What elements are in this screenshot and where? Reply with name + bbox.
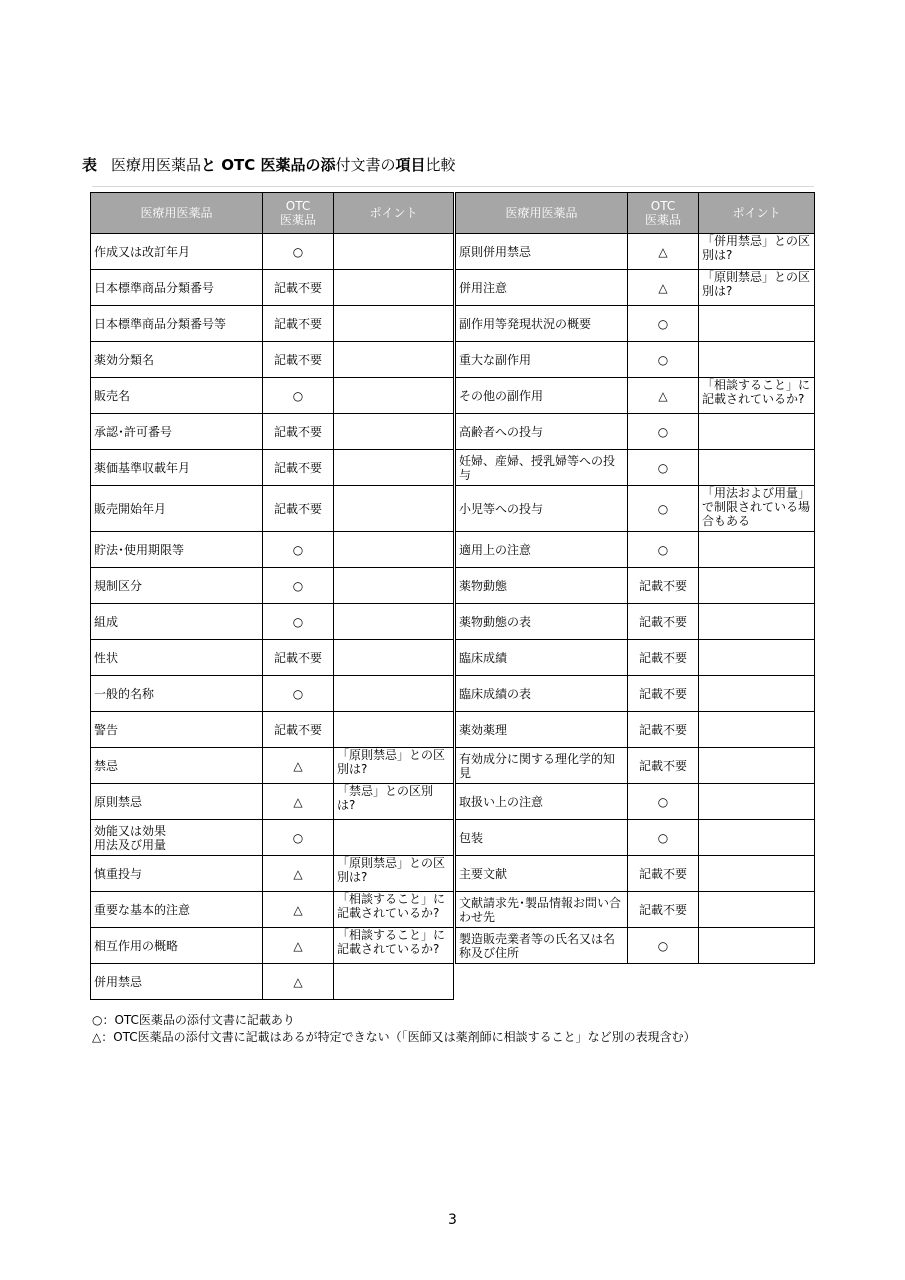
table-row bbox=[456, 270, 815, 306]
table-row bbox=[91, 856, 454, 892]
otc-cell: △ bbox=[263, 784, 334, 820]
otc-cell: △ bbox=[628, 378, 699, 414]
item-cell: 薬効分類名 bbox=[91, 342, 263, 378]
header-otc: OTC 医薬品 bbox=[628, 193, 699, 234]
point-cell: 「相談すること」に記載されているか? bbox=[334, 892, 454, 928]
point-cell bbox=[334, 414, 454, 450]
item-cell: 規制区分 bbox=[91, 568, 263, 604]
point-cell bbox=[334, 604, 454, 640]
item-cell: 薬物動態 bbox=[456, 568, 628, 604]
item-cell: 警告 bbox=[91, 712, 263, 748]
point-cell bbox=[699, 892, 815, 928]
point-cell bbox=[334, 640, 454, 676]
table-row bbox=[456, 712, 815, 748]
table-row bbox=[456, 820, 815, 856]
point-cell bbox=[334, 306, 454, 342]
table-row bbox=[91, 820, 454, 856]
point-cell: 「原則禁忌」との区別は? bbox=[699, 270, 815, 306]
item-cell: 一般的名称 bbox=[91, 676, 263, 712]
item-cell: 薬効薬理 bbox=[456, 712, 628, 748]
page-number: 3 bbox=[448, 1212, 457, 1228]
item-cell: 組成 bbox=[91, 604, 263, 640]
table-row bbox=[91, 964, 454, 1000]
otc-cell: △ bbox=[263, 856, 334, 892]
point-cell bbox=[334, 486, 454, 532]
table-row bbox=[91, 532, 454, 568]
point-cell bbox=[699, 784, 815, 820]
otc-cell: ○ bbox=[628, 928, 699, 964]
item-cell: その他の副作用 bbox=[456, 378, 628, 414]
item-cell: 併用禁忌 bbox=[91, 964, 263, 1000]
otc-cell: ○ bbox=[628, 306, 699, 342]
item-cell: 作成又は改訂年月 bbox=[91, 234, 263, 270]
table-row bbox=[91, 892, 454, 928]
title-part: 項目 bbox=[395, 156, 426, 174]
otc-cell: 記載不要 bbox=[628, 712, 699, 748]
table-row bbox=[456, 342, 815, 378]
item-cell: 貯法･使用期限等 bbox=[91, 532, 263, 568]
title-part: 添 bbox=[320, 156, 336, 174]
otc-cell: △ bbox=[628, 234, 699, 270]
header-rx: 医療用医薬品 bbox=[91, 193, 263, 234]
item-cell: 薬物動態の表 bbox=[456, 604, 628, 640]
item-cell: 主要文献 bbox=[456, 856, 628, 892]
note-triangle: △：OTC医薬品の添付文書に記載はあるが特定できない（「医師又は薬剤師に相談すること」など別の表現含む） bbox=[92, 1030, 696, 1044]
item-cell: 文献請求先･製品情報お問い合わせ先 bbox=[456, 892, 628, 928]
title-divider bbox=[92, 186, 814, 187]
table-row bbox=[91, 928, 454, 964]
table-row bbox=[91, 640, 454, 676]
header-rx: 医療用医薬品 bbox=[456, 193, 628, 234]
item-cell: 日本標準商品分類番号等 bbox=[91, 306, 263, 342]
table-row bbox=[91, 748, 454, 784]
otc-cell: 記載不要 bbox=[263, 306, 334, 342]
table-row bbox=[456, 748, 815, 784]
point-cell bbox=[699, 712, 815, 748]
point-cell: 「禁忌」との区別は? bbox=[334, 784, 454, 820]
point-cell bbox=[699, 748, 815, 784]
legend-notes bbox=[92, 1012, 696, 1046]
title-part: 比較 bbox=[425, 156, 456, 174]
point-cell: 「原則禁忌」との区別は? bbox=[334, 856, 454, 892]
point-cell bbox=[699, 414, 815, 450]
table-title bbox=[82, 154, 456, 175]
point-cell bbox=[334, 820, 454, 856]
title-part: 付文書の bbox=[335, 156, 396, 174]
otc-cell: ○ bbox=[628, 486, 699, 532]
item-cell: 高齢者への投与 bbox=[456, 414, 628, 450]
item-cell: 性状 bbox=[91, 640, 263, 676]
otc-cell: ○ bbox=[263, 820, 334, 856]
point-cell bbox=[699, 306, 815, 342]
otc-cell: 記載不要 bbox=[263, 270, 334, 306]
point-cell bbox=[699, 820, 815, 856]
otc-cell: ○ bbox=[263, 234, 334, 270]
point-cell: 「相談すること」に記載されているか? bbox=[334, 928, 454, 964]
item-cell: 販売名 bbox=[91, 378, 263, 414]
otc-cell: 記載不要 bbox=[263, 450, 334, 486]
point-cell: 「相談すること」に記載されているか? bbox=[699, 378, 815, 414]
item-cell: 妊婦、産婦、授乳婦等への投与 bbox=[456, 450, 628, 486]
otc-cell: 記載不要 bbox=[628, 568, 699, 604]
header-row bbox=[456, 193, 815, 234]
item-cell: 原則禁忌 bbox=[91, 784, 263, 820]
table-row bbox=[91, 342, 454, 378]
otc-cell: ○ bbox=[628, 414, 699, 450]
table-row bbox=[91, 486, 454, 532]
table-row bbox=[456, 234, 815, 270]
otc-cell: ○ bbox=[263, 378, 334, 414]
point-cell bbox=[334, 450, 454, 486]
table-row bbox=[456, 640, 815, 676]
table-row bbox=[91, 450, 454, 486]
item-cell: 併用注意 bbox=[456, 270, 628, 306]
otc-cell: △ bbox=[263, 928, 334, 964]
otc-cell: 記載不要 bbox=[628, 676, 699, 712]
table-row bbox=[456, 856, 815, 892]
point-cell bbox=[334, 712, 454, 748]
table-row bbox=[456, 604, 815, 640]
item-cell: 慎重投与 bbox=[91, 856, 263, 892]
item-cell: 薬価基準収載年月 bbox=[91, 450, 263, 486]
header-point: ポイント bbox=[334, 193, 454, 234]
table-row bbox=[456, 306, 815, 342]
table-row bbox=[91, 270, 454, 306]
point-cell bbox=[699, 676, 815, 712]
item-cell: 包装 bbox=[456, 820, 628, 856]
otc-cell: 記載不要 bbox=[628, 856, 699, 892]
otc-cell: ○ bbox=[628, 450, 699, 486]
item-cell: 臨床成績の表 bbox=[456, 676, 628, 712]
note-circle: ○：OTC医薬品の添付文書に記載あり bbox=[92, 1013, 295, 1027]
header-otc: OTC 医薬品 bbox=[263, 193, 334, 234]
table-row bbox=[91, 306, 454, 342]
title-prefix: 表 bbox=[82, 156, 98, 174]
item-cell: 効能又は効果 用法及び用量 bbox=[91, 820, 263, 856]
item-cell: 日本標準商品分類番号 bbox=[91, 270, 263, 306]
point-cell bbox=[699, 604, 815, 640]
point-cell: 「併用禁忌」との区別は? bbox=[699, 234, 815, 270]
otc-cell: ○ bbox=[628, 342, 699, 378]
point-cell: 「用法および用量」で制限されている場合もある bbox=[699, 486, 815, 532]
point-cell bbox=[334, 342, 454, 378]
table-row bbox=[91, 676, 454, 712]
point-cell bbox=[334, 270, 454, 306]
point-cell bbox=[334, 568, 454, 604]
otc-cell: ○ bbox=[263, 604, 334, 640]
table-row bbox=[91, 712, 454, 748]
table-row bbox=[456, 414, 815, 450]
table-row bbox=[456, 532, 815, 568]
point-cell bbox=[699, 640, 815, 676]
item-cell: 取扱い上の注意 bbox=[456, 784, 628, 820]
item-cell: 禁忌 bbox=[91, 748, 263, 784]
otc-cell: 記載不要 bbox=[263, 712, 334, 748]
table-row bbox=[456, 892, 815, 928]
table-row bbox=[91, 378, 454, 414]
point-cell bbox=[699, 856, 815, 892]
point-cell bbox=[334, 532, 454, 568]
point-cell bbox=[334, 378, 454, 414]
otc-cell: △ bbox=[628, 270, 699, 306]
otc-cell: 記載不要 bbox=[628, 604, 699, 640]
item-cell: 副作用等発現状況の概要 bbox=[456, 306, 628, 342]
otc-cell: △ bbox=[263, 964, 334, 1000]
table-row bbox=[456, 676, 815, 712]
otc-cell: 記載不要 bbox=[263, 414, 334, 450]
item-cell: 有効成分に関する理化学的知見 bbox=[456, 748, 628, 784]
table-row bbox=[91, 784, 454, 820]
item-cell: 販売開始年月 bbox=[91, 486, 263, 532]
otc-cell: 記載不要 bbox=[263, 486, 334, 532]
item-cell: 製造販売業者等の氏名又は名称及び住所 bbox=[456, 928, 628, 964]
otc-cell: ○ bbox=[263, 568, 334, 604]
item-cell: 原則併用禁忌 bbox=[456, 234, 628, 270]
otc-cell: ○ bbox=[628, 820, 699, 856]
item-cell: 臨床成績 bbox=[456, 640, 628, 676]
table-row bbox=[91, 604, 454, 640]
point-cell bbox=[699, 342, 815, 378]
table-row bbox=[91, 414, 454, 450]
otc-cell: △ bbox=[263, 892, 334, 928]
table-row bbox=[456, 568, 815, 604]
point-cell bbox=[334, 964, 454, 1000]
otc-cell: △ bbox=[263, 748, 334, 784]
comparison-table-left bbox=[90, 192, 454, 1000]
table-row bbox=[456, 450, 815, 486]
otc-cell: 記載不要 bbox=[263, 342, 334, 378]
point-cell bbox=[334, 676, 454, 712]
otc-cell: ○ bbox=[263, 676, 334, 712]
otc-cell: 記載不要 bbox=[628, 892, 699, 928]
point-cell bbox=[699, 450, 815, 486]
table-row bbox=[91, 568, 454, 604]
table-row bbox=[456, 378, 815, 414]
otc-cell: ○ bbox=[263, 532, 334, 568]
point-cell: 「原則禁忌」との区別は? bbox=[334, 748, 454, 784]
item-cell: 相互作用の概略 bbox=[91, 928, 263, 964]
point-cell bbox=[699, 568, 815, 604]
item-cell: 重要な基本的注意 bbox=[91, 892, 263, 928]
title-part: 医療用医薬品 bbox=[111, 156, 202, 174]
title-part: と OTC 医薬品の bbox=[201, 156, 321, 174]
otc-cell: ○ bbox=[628, 784, 699, 820]
otc-cell: ○ bbox=[628, 532, 699, 568]
table-row bbox=[91, 234, 454, 270]
table-row bbox=[456, 486, 815, 532]
item-cell: 小児等への投与 bbox=[456, 486, 628, 532]
point-cell bbox=[699, 532, 815, 568]
otc-cell: 記載不要 bbox=[263, 640, 334, 676]
otc-cell: 記載不要 bbox=[628, 640, 699, 676]
header-point: ポイント bbox=[699, 193, 815, 234]
comparison-table-right bbox=[455, 192, 815, 964]
table-row bbox=[456, 784, 815, 820]
item-cell: 適用上の注意 bbox=[456, 532, 628, 568]
item-cell: 重大な副作用 bbox=[456, 342, 628, 378]
otc-cell: 記載不要 bbox=[628, 748, 699, 784]
table-row bbox=[456, 928, 815, 964]
item-cell: 承認･許可番号 bbox=[91, 414, 263, 450]
point-cell bbox=[334, 234, 454, 270]
point-cell bbox=[699, 928, 815, 964]
header-row bbox=[91, 193, 454, 234]
